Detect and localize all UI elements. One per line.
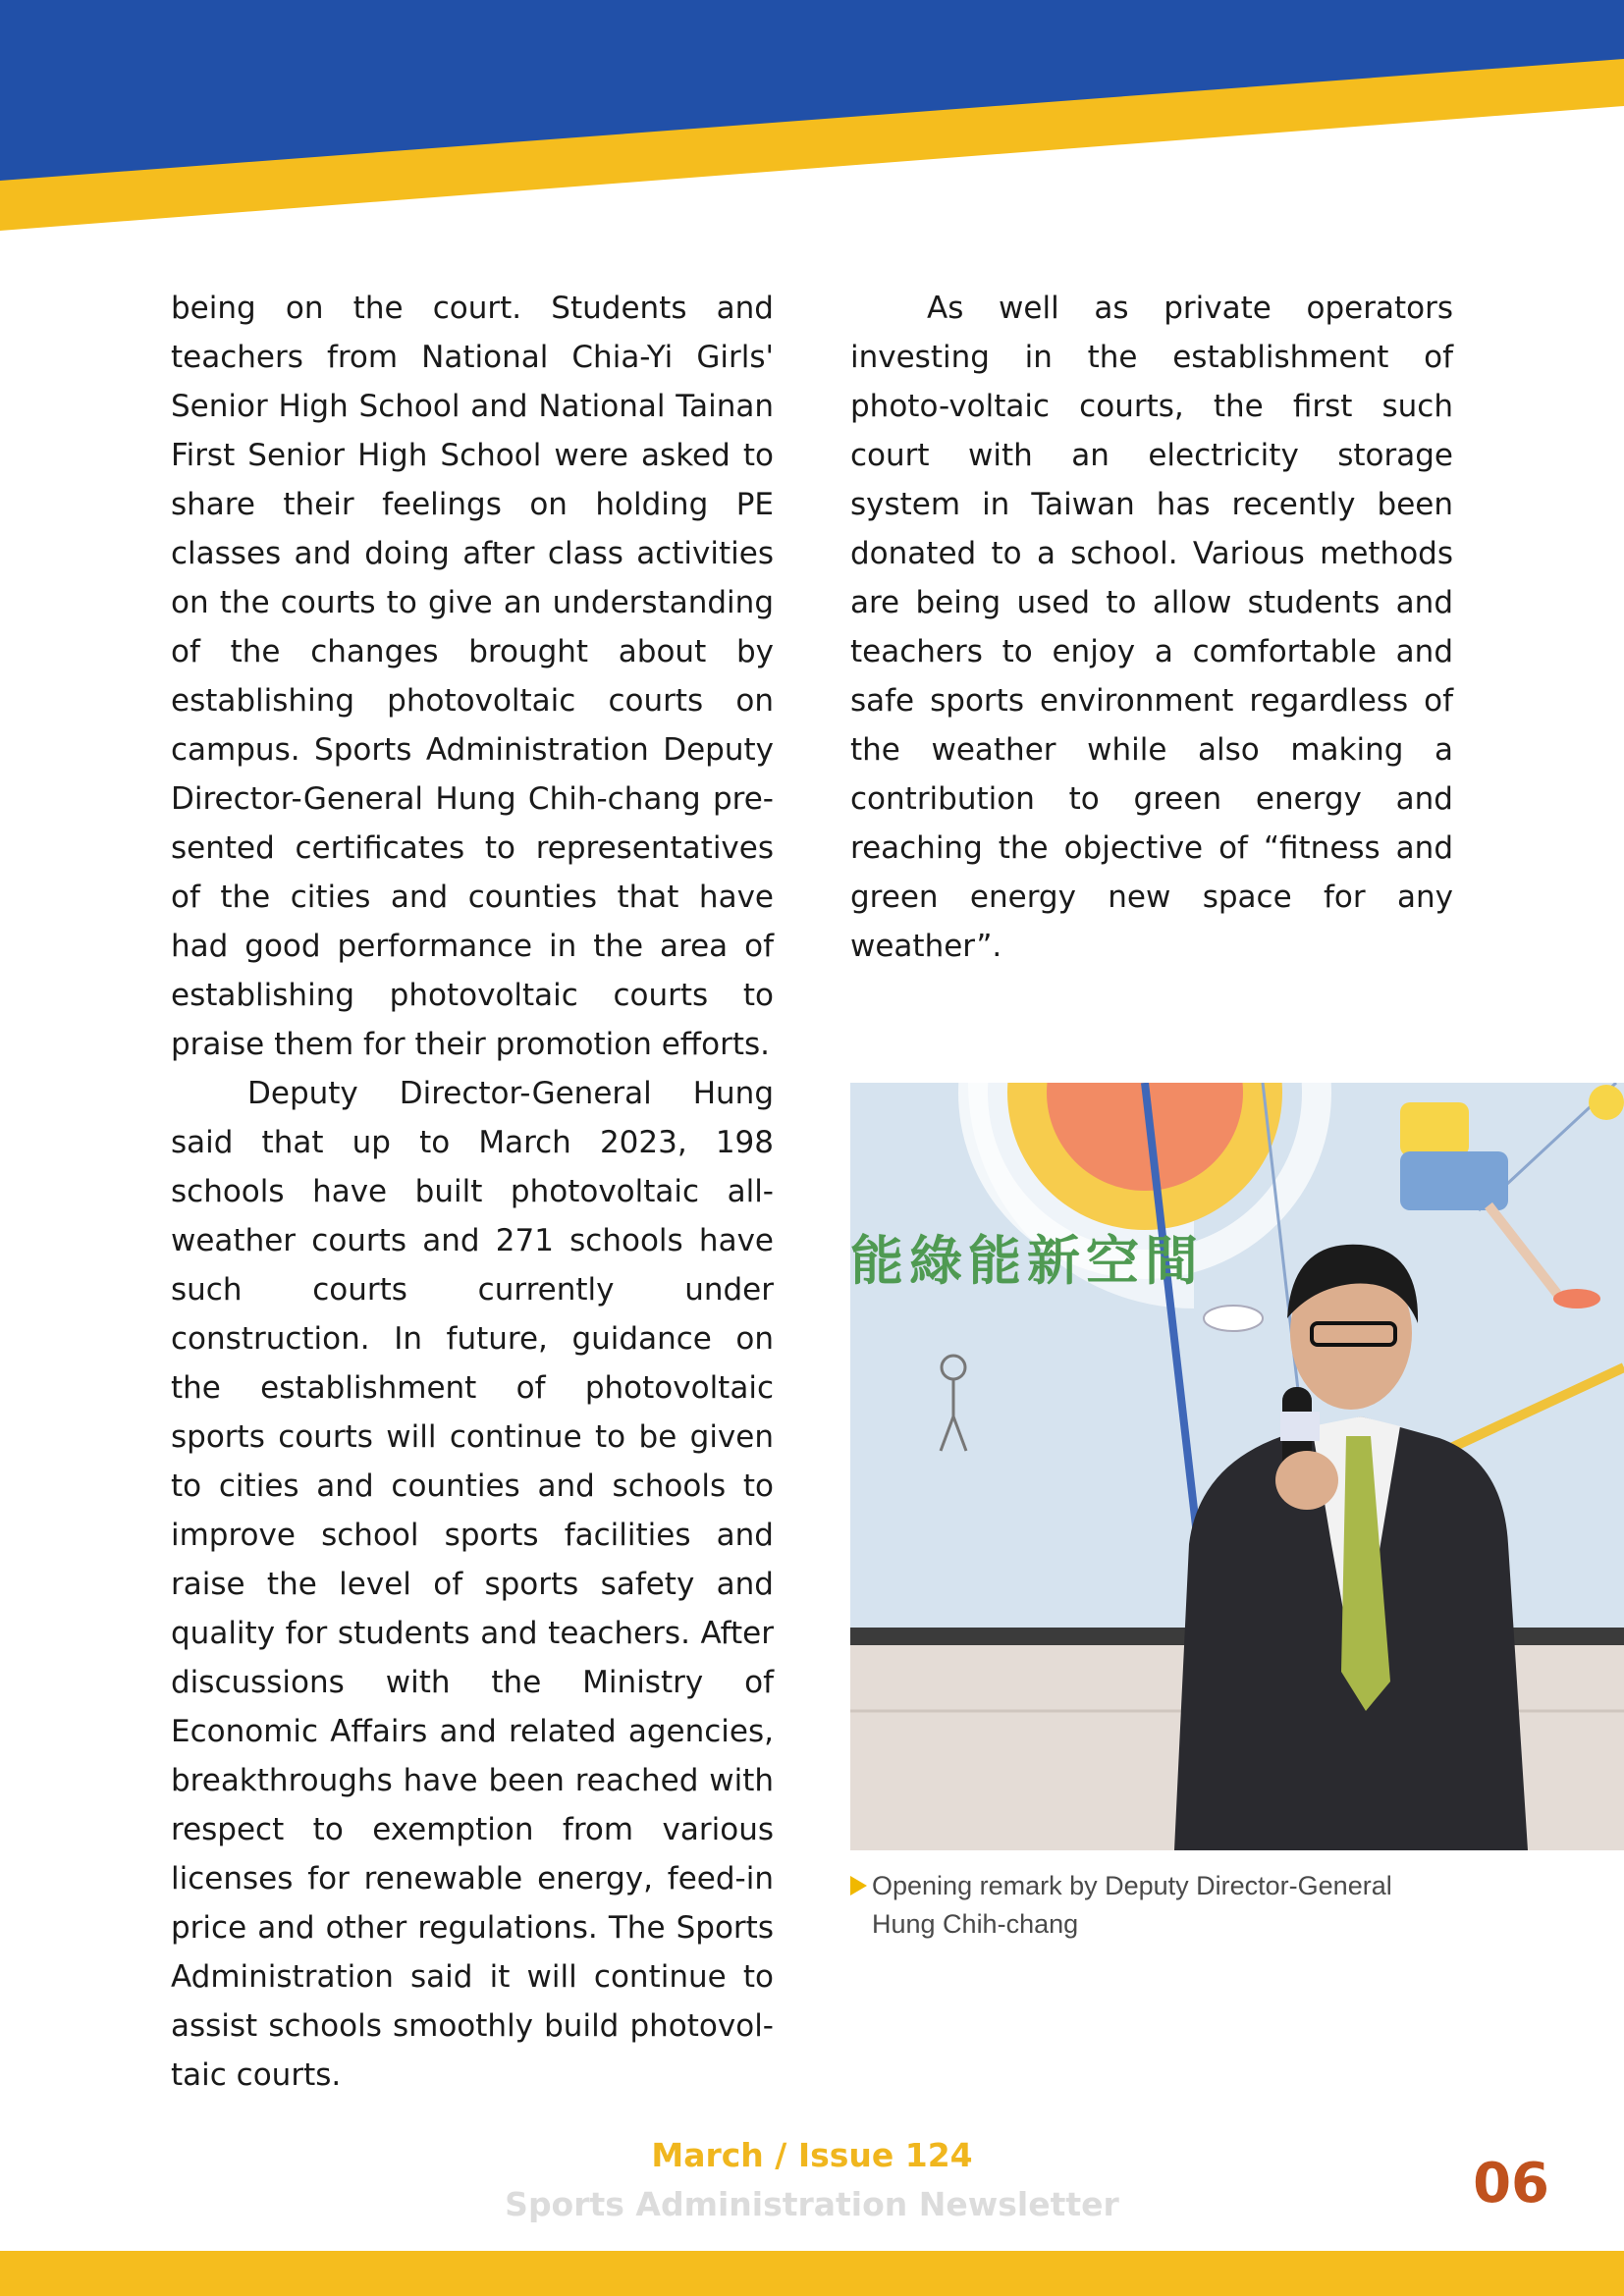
article-left-column-bottom [171,1069,774,2100]
photo-caption [850,1867,1400,1944]
page-number: 06 [1473,2152,1549,2216]
caption-text: Opening remark by Deputy Director-General Hung Chih-chang [872,1871,1392,1939]
article-paragraph: being on the court. Students and teachers from National Chia-Yi Girls' Senior High School and National Tainan First Senior High School were asked to share their feelings on holding PE classes and doing after class activities on the courts to give an understanding of the changes brought about by establishing photovoltaic courts on campus. Sports Administration Deputy Director-General Hung Chih-chang pre-sented certificates to representatives of the cities and counties that have had good performance in the area of establishing photovoltaic courts to praise them for their promotion efforts. [171,291,774,1062]
header-banner [0,0,1624,236]
article-paragraph: Deputy Director-General Hung said that up to March 2023, 198 schools have built photovoltaic all-weather courts and 271 schools have such courts currently under construction. In future, guidance on the establishment of photovoltaic sports courts will continue to be given to cities and counties and schools to improve school sports facilities and raise the level of sports safety and quality for students and teachers. After discussions with the Ministry of Economic Affairs and related agencies, breakthroughs have been reached with respect to exemption from various licenses for renewable energy, feed-in price and other regulations. The Sports Administration said it will continue to assist schools smoothly build photovol-taic courts. [171,1076,774,2093]
article-paragraph: As well as private operators investing in the establishment of photo-voltaic courts, the first such court with an electricity storage system in Taiwan has recently been donated to a school. Various methods are being used to allow students and teachers to enjoy a comfortable and safe sports environment regardless of the weather while also making a contribution to green energy and reaching the objective of “fitness and green energy new space for any weather”. [850,291,1453,964]
event-photo [850,1083,1624,1850]
footer-bar [0,2251,1624,2296]
backdrop-text: 能綠能新空間 [850,1230,1204,1292]
issue-label: March / Issue 124 [651,2136,973,2174]
newsletter-title: Sports Administration Newsletter [505,2185,1119,2223]
article-right-column [850,284,1453,971]
caption-arrow-icon [850,1876,867,1896]
article-left-column-top [171,284,774,1069]
